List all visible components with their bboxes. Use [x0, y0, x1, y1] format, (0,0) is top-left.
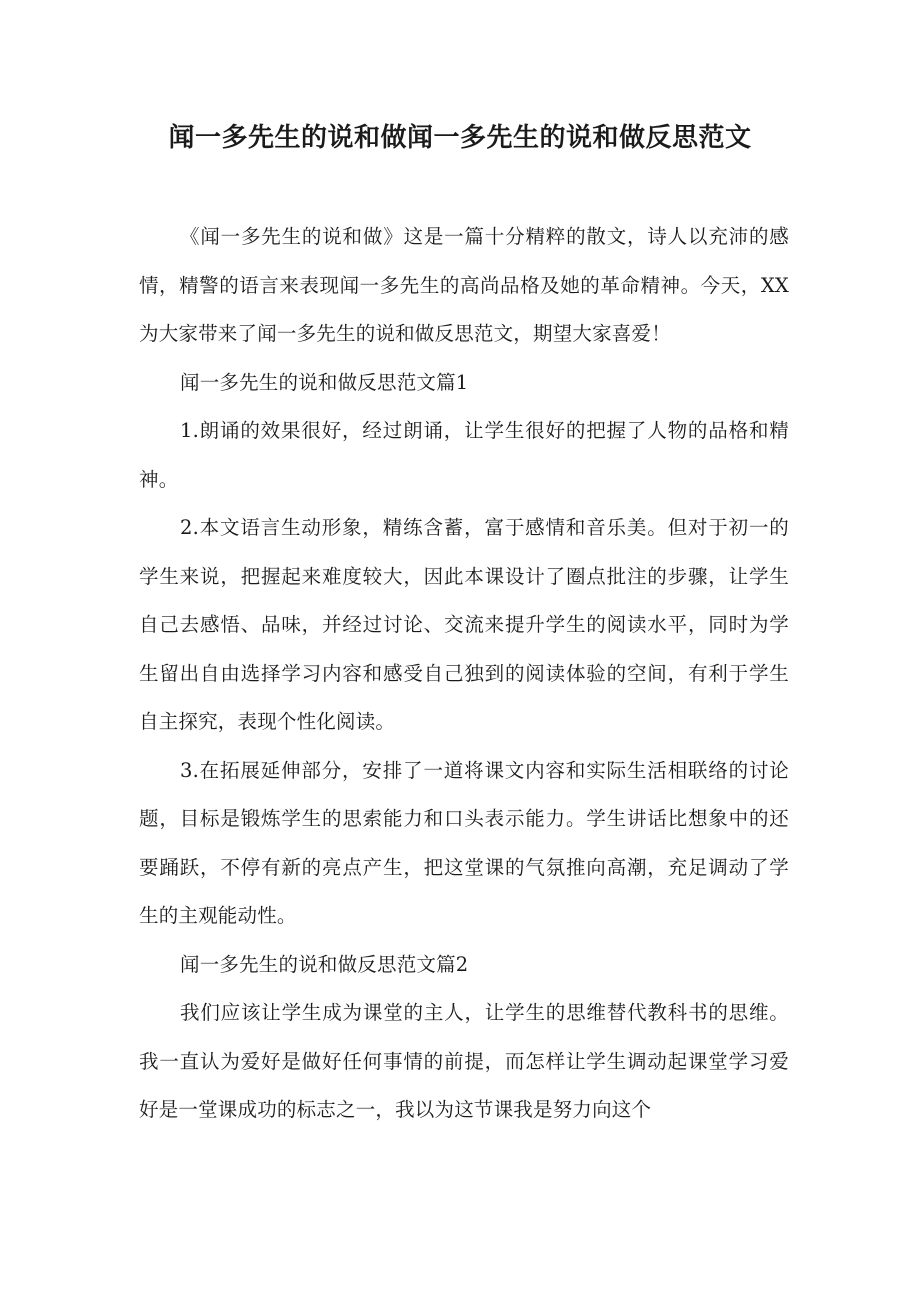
paragraph-section-2: 我们应该让学生成为课堂的主人，让学生的思维替代教科书的思维。我一直认为爱好是做好任何事情的前提，而怎样让学生调动起课堂学习爱好是一堂课成功的标志之一，我以为这节课我是努力向这个 [139, 1001, 789, 1121]
intro-paragraph: 《闻一多先生的说和做》这是一篇十分精粹的散文，诗人以充沛的感情，精警的语言来表现闻一多先生的高尚品格及她的革命精神。今天，XX为大家带来了闻一多先生的说和做反思范文，期望大家喜爱！ [139, 225, 789, 345]
section-heading-2: 闻一多先生的说和做反思范文篇2 [180, 952, 469, 976]
section-heading-1: 闻一多先生的说和做反思范文篇1 [180, 370, 469, 394]
document-body [139, 213, 789, 1135]
paragraph-point-2: 2.本文语言生动形象，精练含蓄，富于感情和音乐美。但对于初一的学生来说，把握起来难度较大，因此本课设计了圈点批注的步骤，让学生自己去感悟、品味，并经过讨论、交流来提升学生的阅读水平，同时为学生留出自由选择学习内容和感受自己独到的阅读体验的空间，有利于学生自主探究，表现个性化阅读。 [139, 516, 789, 733]
document-title: 闻一多先生的说和做闻一多先生的说和做反思范文 [168, 123, 752, 153]
paragraph-point-3: 3.在拓展延伸部分，安排了一道将课文内容和实际生活相联络的讨论题，目标是锻炼学生的思索能力和口头表示能力。学生讲话比想象中的还要踊跃，不停有新的亮点产生，把这堂课的气氛推向高潮，充足调动了学生的主观能动性。 [139, 758, 789, 927]
paragraph-point-1: 1.朗诵的效果很好，经过朗诵，让学生很好的把握了人物的品格和精神。 [139, 419, 789, 491]
